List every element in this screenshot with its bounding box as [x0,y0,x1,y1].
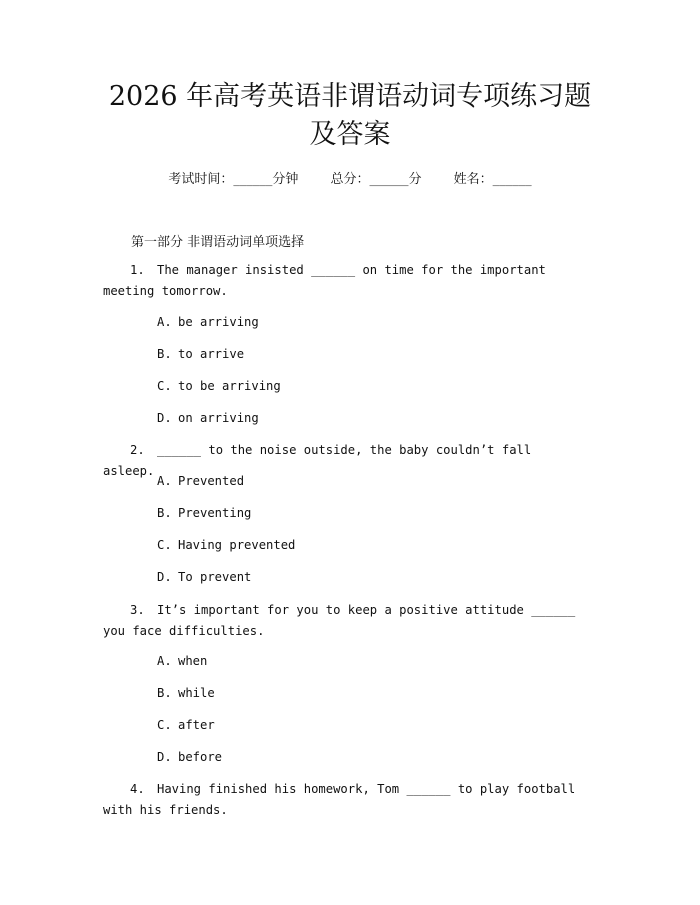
option-2b [157,504,251,522]
option-1b [157,345,244,363]
section-heading: 第一部分 非谓语动词单项选择 [131,235,305,250]
question-text: ______ to the noise outside, the baby couldn’t fall asleep. [103,443,532,478]
option-3c [157,716,215,734]
option-text: Prevented [178,474,245,488]
question-number: 1. [130,263,145,277]
option-1a [157,313,259,331]
option-letter: C. [157,538,172,552]
option-3d [157,748,222,766]
option-text: be arriving [178,315,259,329]
option-2a [157,472,244,490]
option-text: after [178,718,215,732]
option-letter: B. [157,686,172,700]
option-text: Preventing [178,506,252,520]
option-letter: D. [157,411,172,425]
option-text: before [178,750,223,764]
question-number: 3. [130,603,145,617]
exam-time-field: 考试时间：______分钟 [168,172,299,187]
question-4 [103,779,588,821]
question-3 [103,600,588,642]
option-text: on arriving [178,411,259,425]
option-3a [157,652,207,670]
option-2c [157,536,295,554]
option-text: to be arriving [178,379,281,393]
option-1c [157,377,281,395]
option-text: when [178,654,208,668]
option-letter: A. [157,654,172,668]
option-3b [157,684,215,702]
option-letter: D. [157,570,172,584]
question-text: The manager insisted ______ on time for the important meeting tomorrow. [103,263,546,298]
option-letter: A. [157,474,172,488]
option-1d [157,409,259,427]
option-letter: B. [157,347,172,361]
question-text: Having finished his homework, Tom ______ to play football with his friends. [103,782,576,817]
option-letter: C. [157,718,172,732]
page-title: 2026 年高考英语非谓语动词专项练习题及答案 [108,81,592,150]
option-text: while [178,686,215,700]
option-letter: D. [157,750,172,764]
option-letter: A. [157,315,172,329]
question-text: It’s important for you to keep a positive attitude ______ you face difficulties. [103,603,576,638]
question-number: 2. [130,443,145,457]
option-text: To prevent [178,570,252,584]
option-letter: B. [157,506,172,520]
name-field: 姓名：______ [453,172,532,187]
option-2d [157,568,251,586]
exam-meta [0,168,700,187]
total-score-field: 总分：______分 [330,172,422,187]
option-text: to arrive [178,347,245,361]
question-number: 4. [130,782,145,796]
option-text: Having prevented [178,538,296,552]
question-1 [103,260,588,302]
option-letter: C. [157,379,172,393]
